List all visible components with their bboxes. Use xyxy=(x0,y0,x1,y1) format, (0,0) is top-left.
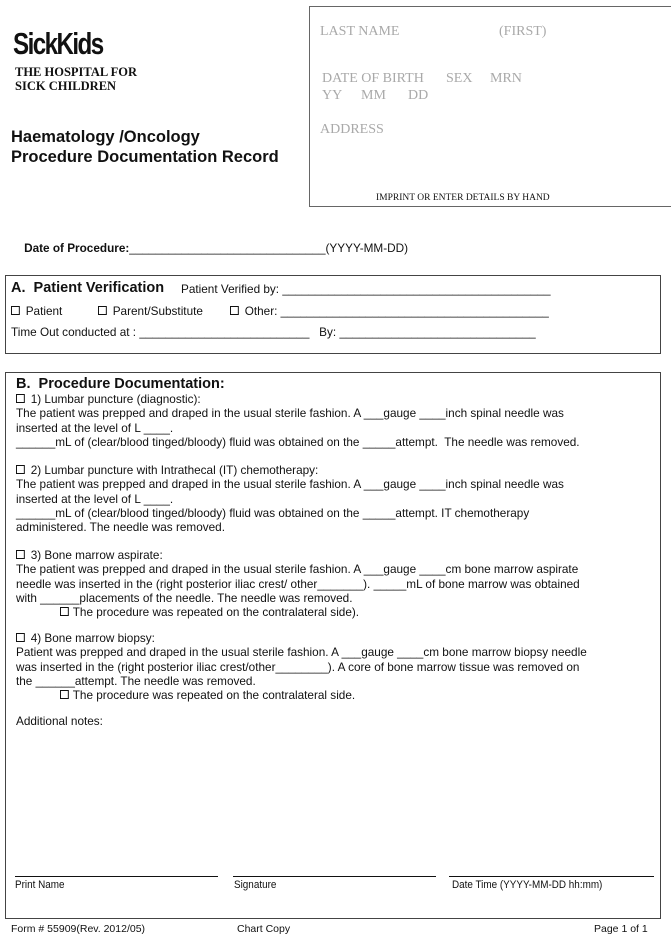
checkbox-icon[interactable] xyxy=(11,306,20,315)
patient-verified-by-field[interactable]: Patient Verified by: _________________________________________ xyxy=(181,282,551,296)
print-name-line[interactable] xyxy=(15,876,218,877)
repeated-contralateral-checkbox[interactable] xyxy=(60,688,355,702)
print-name-label: Print Name xyxy=(15,879,65,891)
checkbox-label: The procedure was repeated on the contralateral side. xyxy=(72,688,356,703)
hospital-name-line2: SICK CHILDREN xyxy=(15,79,117,93)
checkbox-other[interactable] xyxy=(230,304,549,318)
checkbox-icon[interactable] xyxy=(98,306,107,315)
procedure-text-line[interactable]: Patient was prepped and draped in the usual sterile fashion. A ___gauge ____cm bone marrow biopsy needle xyxy=(16,645,587,660)
procedure-text-line[interactable]: the ______attempt. The needle was removed. xyxy=(16,673,256,688)
dd-label: DD xyxy=(408,88,429,103)
checkbox-icon[interactable] xyxy=(230,306,239,315)
procedure-text-line[interactable]: inserted at the level of L ____. xyxy=(16,491,174,506)
date-of-procedure[interactable] xyxy=(11,227,408,269)
additional-notes-area[interactable] xyxy=(14,730,654,870)
date-time-label: Date Time (YYYY-MM-DD hh:mm) xyxy=(452,879,603,891)
procedure-text-line[interactable]: inserted at the level of L ____. xyxy=(16,420,174,435)
checkbox-icon[interactable] xyxy=(16,465,25,474)
additional-notes-label: Additional notes: xyxy=(16,714,103,728)
checkbox-patient[interactable] xyxy=(11,304,62,318)
form-number: Form # 55909(Rev. 2012/05) xyxy=(11,923,146,935)
procedure-checkbox-4[interactable] xyxy=(16,631,155,645)
procedure-text-line[interactable]: ______mL of (clear/blood tinged/bloody) fluid was obtained on the _____attempt. The needle was removed. xyxy=(16,434,580,449)
procedure-title: 3) Bone marrow aspirate: xyxy=(30,548,163,562)
checkbox-parent-substitute[interactable] xyxy=(98,304,203,318)
dob-label: DATE OF BIRTH xyxy=(322,71,424,86)
hospital-name-line1: THE HOSPITAL FOR xyxy=(15,65,138,79)
time-out-field[interactable]: Time Out conducted at : __________________________ By: ______________________________ xyxy=(11,325,536,339)
page-number: Page 1 of 1 xyxy=(594,923,648,935)
yy-label: YY xyxy=(322,88,343,103)
checkbox-label: Patient xyxy=(25,304,63,318)
sex-label: SEX xyxy=(446,71,473,86)
procedure-text-line[interactable]: The patient was prepped and draped in the usual sterile fashion. A ___gauge ____inch spinal needle was xyxy=(16,477,564,492)
page-title-line2: Procedure Documentation Record xyxy=(11,148,279,166)
checkbox-label: Other: _________________________________________ xyxy=(244,304,549,318)
date-time-line[interactable] xyxy=(449,876,654,877)
date-format-hint: (YYYY-MM-DD) xyxy=(325,241,409,255)
checkbox-icon[interactable] xyxy=(60,607,69,616)
procedure-checkbox-1[interactable] xyxy=(16,392,201,406)
checkbox-label: Parent/Substitute xyxy=(112,304,203,318)
procedure-title: 2) Lumbar puncture with Intrathecal (IT) chemotherapy: xyxy=(30,463,319,477)
first-name-label: (FIRST) xyxy=(499,24,547,39)
address-label: ADDRESS xyxy=(320,122,384,137)
procedure-text-line[interactable]: with ______placements of the needle. The needle was removed. xyxy=(16,590,353,605)
checkbox-icon[interactable] xyxy=(16,550,25,559)
procedure-text-line[interactable]: needle was inserted in the (right posterior iliac crest/ other_______). _____mL of bone marrow was obtained xyxy=(16,576,580,591)
procedure-text-line[interactable]: The patient was prepped and draped in the usual sterile fashion. A ___gauge ____cm bone marrow aspirate xyxy=(16,562,579,577)
checkbox-icon[interactable] xyxy=(60,690,69,699)
procedure-title: 4) Bone marrow biopsy: xyxy=(30,631,155,645)
section-b-heading: B. Procedure Documentation: xyxy=(16,376,225,392)
page-title-line1: Haematology /Oncology xyxy=(11,128,200,146)
checkbox-icon[interactable] xyxy=(16,633,25,642)
procedure-checkbox-2[interactable] xyxy=(16,463,318,477)
procedure-checkbox-3[interactable] xyxy=(16,548,163,562)
repeated-contralateral-checkbox[interactable] xyxy=(60,605,359,619)
section-a-heading: A. Patient Verification xyxy=(11,280,165,296)
procedure-text-line[interactable]: was inserted in the (right posterior iliac crest/other________). A core of bone marrow tissue was removed on xyxy=(16,659,580,674)
checkbox-label: The procedure was repeated on the contralateral side). xyxy=(72,605,360,620)
signature-label: Signature xyxy=(234,879,277,891)
procedure-text-line[interactable]: administered. The needle was removed. xyxy=(16,520,225,535)
mrn-label: MRN xyxy=(490,71,522,86)
signature-line[interactable] xyxy=(233,876,436,877)
procedure-text-line[interactable]: The patient was prepped and draped in the usual sterile fashion. A ___gauge ____inch spinal needle was xyxy=(16,406,564,421)
checkbox-icon[interactable] xyxy=(16,394,25,403)
date-of-procedure-label: Date of Procedure: xyxy=(24,241,130,255)
imprint-instruction: IMPRINT OR ENTER DETAILS BY HAND xyxy=(376,193,550,203)
procedure-text-line[interactable]: ______mL of (clear/blood tinged/bloody) fluid was obtained on the _____attempt. IT chemotherapy xyxy=(16,505,530,520)
sickkids-logo: SickKids xyxy=(13,26,103,61)
chart-copy: Chart Copy xyxy=(237,923,291,935)
date-of-procedure-field[interactable]: ______________________________ xyxy=(129,241,326,255)
last-name-label: LAST NAME xyxy=(320,24,400,39)
mm-label: MM xyxy=(361,88,386,103)
procedure-title: 1) Lumbar puncture (diagnostic): xyxy=(30,392,201,406)
